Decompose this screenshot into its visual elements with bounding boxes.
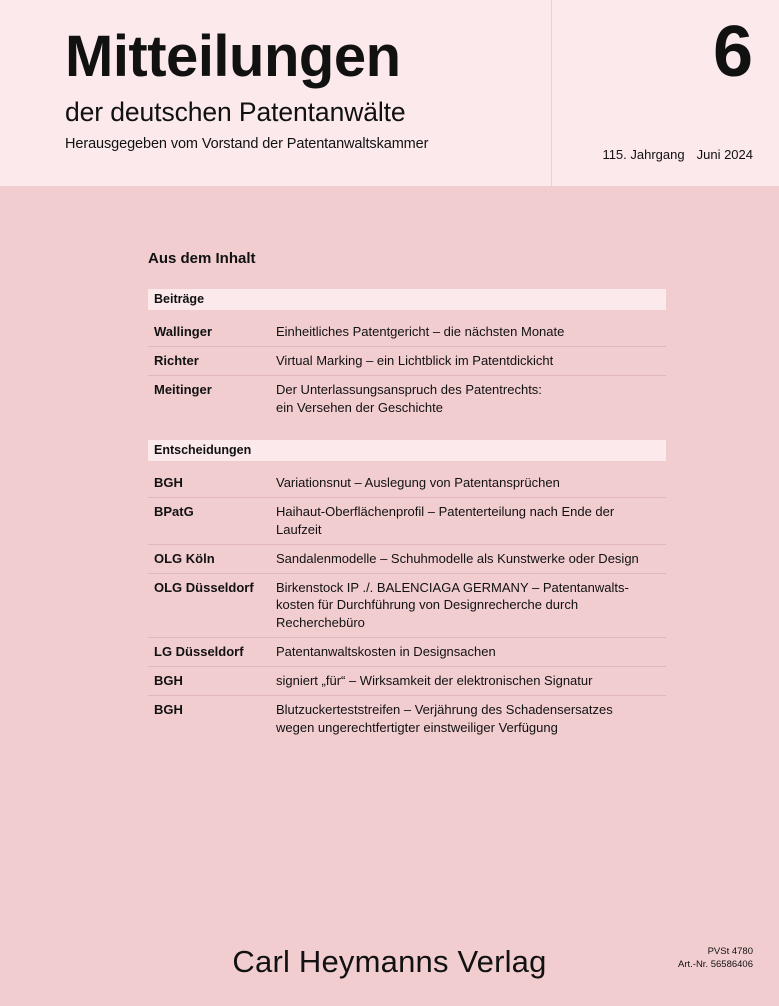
masthead-block: [65, 24, 535, 153]
table-of-contents: [148, 250, 666, 742]
header-divider: [551, 0, 552, 186]
section-header-beitraege: Beiträge: [148, 289, 666, 310]
issue-meta: [602, 147, 753, 162]
entry-title: Patentanwaltskosten in Designsachen: [276, 644, 496, 660]
list-item[interactable]: [148, 638, 666, 666]
list-item[interactable]: [148, 318, 666, 346]
entry-author: OLG Düsseldorf: [154, 579, 254, 595]
entry-title: Sandalenmodelle – Schuhmodelle als Kunstwerke oder Design: [276, 550, 639, 566]
entry-title: Einheitliches Patentgericht – die nächsten Monate: [276, 324, 565, 339]
list-item[interactable]: [148, 376, 666, 422]
entry-author: Wallinger: [154, 324, 213, 339]
entry-title: Der Unterlassungsanspruch des Patentrechts: ein Versehen der Geschichte: [276, 381, 542, 415]
article-number: Art.-Nr. 56586406: [678, 958, 753, 970]
contents-section-beitraege: [148, 289, 666, 422]
contents-heading: Aus dem Inhalt: [148, 250, 256, 267]
masthead-header: [0, 0, 779, 186]
entry-author: Richter: [154, 352, 199, 368]
entry-author: BGH: [154, 702, 183, 718]
issue-number: 6: [712, 12, 753, 92]
entry-author: LG Düsseldorf: [154, 644, 244, 660]
masthead-subtitle: der deutschen Patentanwälte: [65, 97, 406, 127]
entry-author: OLG Köln: [154, 550, 215, 566]
list-item[interactable]: [148, 696, 666, 742]
entry-title: Blutzuckerteststreifen – Verjährung des Schadensersatzes wegen ungerechtfertigter einstweiliger Verfügung: [276, 702, 613, 736]
footer-codes: [678, 946, 753, 972]
list-item[interactable]: [148, 469, 666, 497]
section-gap: [148, 422, 666, 440]
entry-author: BGH: [154, 474, 183, 490]
entry-title: signiert „für“ – Wirksamkeit der elektronischen Signatur: [276, 673, 593, 689]
entry-author: BPatG: [154, 503, 194, 519]
issue-date: Juni 2024: [696, 147, 753, 162]
contents-section-entscheidungen: [148, 440, 666, 742]
list-item[interactable]: [148, 347, 666, 375]
list-item[interactable]: [148, 574, 666, 638]
masthead-publisher-line: Herausgegeben vom Vorstand der Patentanwaltskammer: [65, 136, 429, 153]
entry-title: Haihaut-Oberflächenprofil – Patenterteilung nach Ende der Laufzeit: [276, 503, 615, 537]
list-item[interactable]: [148, 545, 666, 573]
list-item[interactable]: [148, 498, 666, 544]
entry-title: Virtual Marking – ein Lichtblick im Patentdickicht: [276, 352, 554, 368]
entry-title: Birkenstock IP ./. BALENCIAGA GERMANY – Patentanwalts- kosten für Durchführung von Designrecherche durch Recherchebüro: [276, 579, 629, 631]
postal-code: PVSt 4780: [707, 946, 753, 957]
publisher-name: Carl Heymanns Verlag: [232, 944, 547, 979]
section-header-entscheidungen: Entscheidungen: [148, 440, 666, 461]
entry-author: Meitinger: [154, 381, 212, 397]
page-title: Mitteilungen: [65, 24, 401, 89]
issue-volume: 115. Jahrgang: [602, 147, 685, 162]
entry-author: BGH: [154, 673, 183, 689]
entry-title: Variationsnut – Auslegung von Patentansprüchen: [276, 474, 560, 490]
list-item[interactable]: [148, 667, 666, 695]
